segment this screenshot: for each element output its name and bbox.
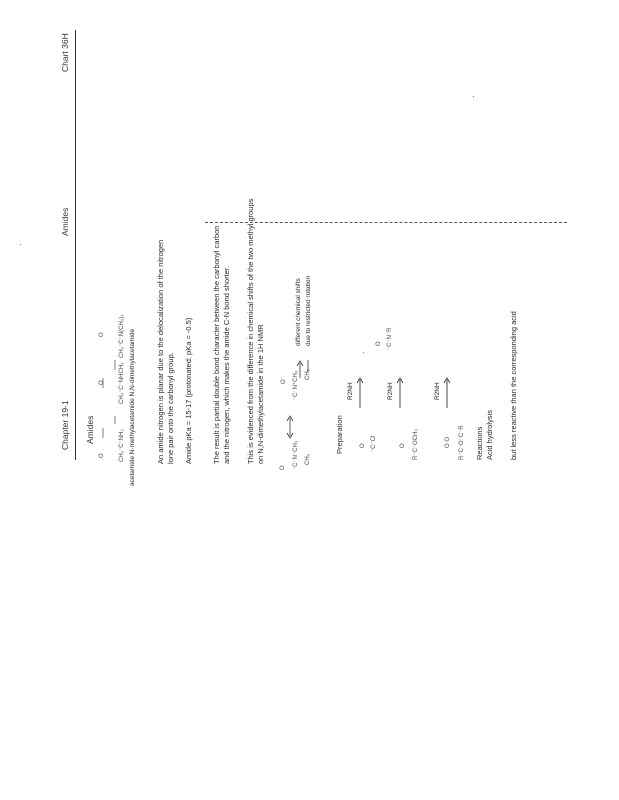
stray-mark [20, 244, 21, 245]
header-rule [75, 30, 76, 460]
chart-number: Chart 36H [60, 33, 70, 72]
resonance-fragment: ⁻C⁻N⁻CH₃ [293, 440, 299, 470]
partial-double-bond-text-1: The result is partial double bond character between the carbonyl carbon [212, 225, 221, 464]
resonance-fragment: CH₃ [305, 453, 311, 465]
reactant-fragment: R⁻C⁻OCH₃ [413, 429, 419, 460]
shift-note-2: due to restricted rotation [305, 275, 312, 346]
structure-fragment: O [99, 332, 105, 337]
section-divider [205, 222, 567, 223]
resonance-fragment: ⁻C⁻N⁺CH₃ [293, 370, 299, 400]
reactions-note: but less reactive than the corresponding acid [509, 311, 518, 460]
nmr-text-1: This is evidenced from the difference in chemical shifts of the two methyl groups [246, 198, 255, 464]
chapter-label: Chapter 19-1 [60, 400, 70, 450]
stray-mark [363, 352, 364, 353]
shift-note-1: different chemical shifts [295, 278, 302, 346]
reactant-fragment: O O [445, 436, 451, 448]
structure-fragment: O [99, 380, 105, 385]
structure-fragment: CH₃⁻C⁻N(CH₃)₂ [119, 314, 125, 358]
reactant-fragment: O [400, 443, 406, 448]
reactant-fragment: O [360, 443, 366, 448]
resonance-fragment: CH₃ [305, 368, 311, 380]
product-fragment: O [376, 341, 382, 346]
planar-text-2: lone pair onto the carbonyl group. [166, 352, 175, 464]
structure-fragment: CH₃⁻C⁻NHCH₃ [119, 362, 125, 404]
planar-text-1: An amide nitrogen is planar due to the delocalization of the nitrogen [156, 239, 165, 464]
amides-heading: Amides [85, 415, 95, 444]
reactant-fragment: ⁻C⁻Cl [371, 435, 377, 452]
resonance-fragment: O⁻ [281, 376, 287, 384]
reactions-heading: Reactions [475, 426, 484, 460]
preparation-arrows [355, 370, 465, 410]
structure-fragment: CH₃⁻C⁻NH₂ [119, 429, 125, 462]
reactant-fragment: R⁻C⁻O⁻C⁻R [459, 425, 465, 460]
reagent-1: R2NH [347, 382, 354, 400]
stray-mark [473, 96, 474, 97]
page-topic: Amides [60, 207, 70, 236]
preparation-heading: Preparation [335, 415, 344, 454]
partial-double-bond-text-2: and the nitrogen, which makes the amide C-N bond shorter. [222, 265, 231, 464]
amide-names: acetamide N-methylacetamide N,N-dimethylacetamide [129, 328, 136, 486]
nmr-text-2: on N,N-dimethylacetamide in the 1H NMR [256, 324, 265, 464]
product-fragment: ⁻C⁻N⁻R [387, 327, 393, 350]
structure-fragment: O [99, 453, 105, 458]
reagent-3: R2NH [434, 382, 441, 400]
pka-text: Amide pKa = 15-17 (protonated: pKa = -0.5) [184, 317, 193, 464]
reagent-2: R2NH [387, 382, 394, 400]
acid-hydrolysis-heading: Acid hydrolysis [485, 409, 494, 460]
resonance-fragment: O [280, 465, 286, 470]
